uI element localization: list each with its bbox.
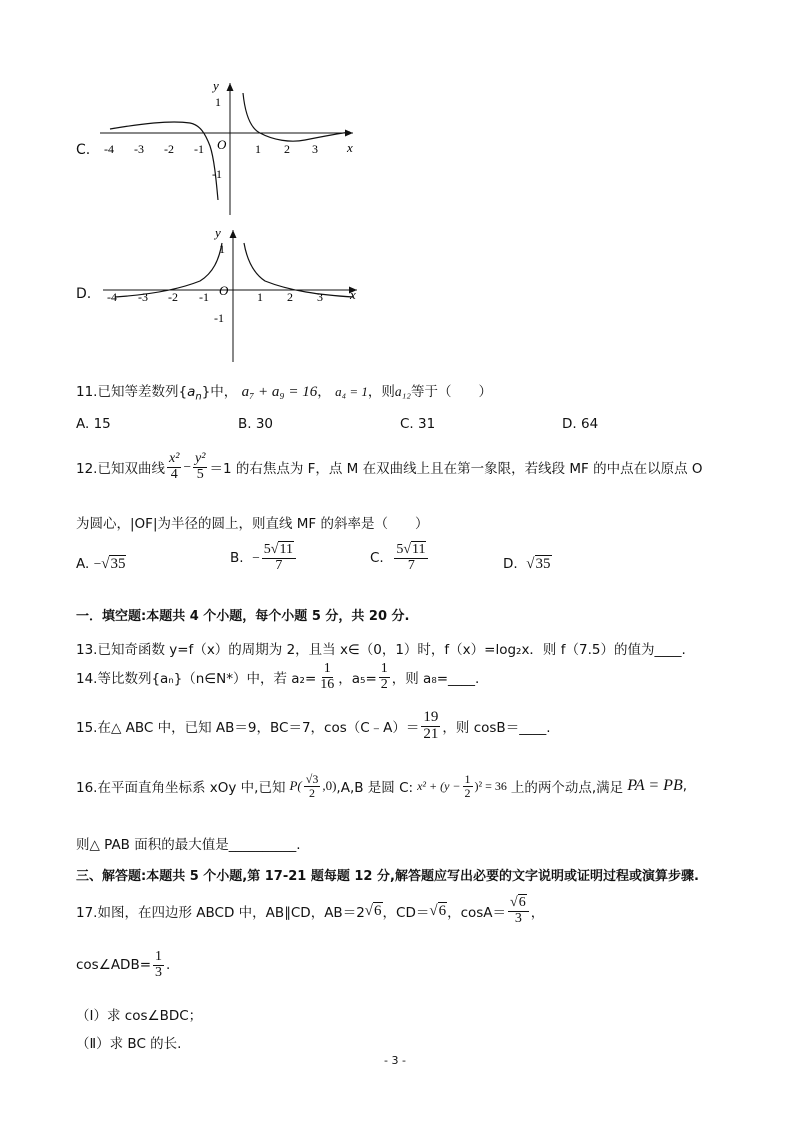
question-15: 15.在△ ABC 中，已知 AB＝9，BC＝7，cos（C﹣A）＝ $\frac{19}{21}$ ，则 cosB＝____.: [76, 709, 551, 742]
svg-text:y: y: [215, 225, 221, 240]
q12-option-b: B. − $\frac{5√11}{7}$: [230, 543, 298, 573]
svg-text:-1: -1: [214, 311, 224, 325]
tick-x-2: 2: [284, 142, 290, 156]
origin-label: O: [217, 137, 227, 152]
svg-text:x: x: [350, 287, 356, 302]
tick-x-neg3: -3: [134, 142, 144, 156]
graph-d: [95, 225, 365, 365]
q11-option-a: A. 15: [76, 416, 111, 432]
question-12-line2: 为圆心，|OF|为半径的圆上，则直线 MF 的斜率是（ ）: [76, 516, 429, 532]
svg-text:-4: -4: [107, 290, 117, 304]
question-17-part2: （Ⅱ）求 BC 的长.: [76, 1036, 182, 1052]
section-answer-title: 三、解答题:本题共 5 个小题,第 17-21 题每题 12 分,解答题应写出必要的文字说明或证明过程或演算步骤.: [76, 869, 699, 884]
svg-text:-3: -3: [138, 290, 148, 304]
question-13: 13.已知奇函数 y=f（x）的周期为 2，且当 x∈（0，1）时，f（x）=log₂x．则 f（7.5）的值为____.: [76, 642, 686, 658]
q12-option-c: C. $\frac{5√11}{7}$: [370, 543, 430, 573]
question-16-line2: 则△ PAB 面积的最大值是__________.: [76, 837, 301, 853]
q11-option-c: C. 31: [400, 416, 436, 432]
tick-x-1: 1: [255, 142, 261, 156]
question-14: 14.等比数列{aₙ}（n∈N*）中，若 a₂= $\frac{1}{16}$ ，a₅= $\frac{1}{2}$ ，则 a₈=____.: [76, 661, 480, 692]
q12-option-a: A. −√35: [76, 556, 126, 572]
curve-right: [244, 243, 353, 297]
curve-left: [110, 122, 218, 200]
question-17-part1: （Ⅰ）求 cos∠BDC；: [76, 1008, 203, 1024]
question-17-line2: cos∠ADB= $\frac{1}{3}$ .: [76, 949, 171, 980]
option-c-label: C.: [76, 142, 91, 158]
tick-x-3: 3: [312, 142, 318, 156]
tick-y-1: 1: [215, 95, 221, 109]
question-17-line1: 17.如图，在四边形 ABCD 中，AB∥CD，AB＝2 √6 ，CD＝ √6 ，cosA＝ $\frac{√6}{3}$ ，: [76, 895, 545, 926]
q11-option-b: B. 30: [238, 416, 274, 432]
q11-cond2: a₄ = 1: [335, 384, 368, 399]
svg-text:1: 1: [219, 242, 225, 256]
tick-y-neg1: -1: [212, 167, 222, 181]
section-fill-in-title: 一．填空题:本题共 4 个小题，每个小题 5 分，共 20 分.: [76, 609, 410, 624]
curve-left: [115, 243, 222, 297]
svg-text:3: 3: [317, 290, 323, 304]
option-d-label: D.: [76, 286, 92, 302]
tick-x-neg4: -4: [104, 142, 114, 156]
svg-text:O: O: [219, 283, 229, 298]
svg-text:2: 2: [287, 290, 293, 304]
tick-x-neg1: -1: [194, 142, 204, 156]
graph-c: [95, 78, 360, 218]
tick-x-neg2: -2: [164, 142, 174, 156]
fraction-x2-over-4: $\frac{\text{x²}}{4}$: [168, 451, 180, 482]
page-number: - 3 -: [384, 1054, 406, 1067]
svg-text:-2: -2: [168, 290, 178, 304]
fraction-y2-over-5: $\frac{\text{y²}}{5}$: [195, 451, 206, 482]
y-axis-label: y: [213, 78, 219, 93]
svg-text:-1: -1: [199, 290, 209, 304]
question-12-line1: 12.已知双曲线 $\frac{\text{x²}}{4}$ − $\frac{\text{y²}}{5}$ ＝1 的右焦点为 F，点 M 在双曲线上且在第一象限，若线段 MF 的中点在以原点 O: [76, 451, 703, 482]
q11-cond1: a₇ + a₉ = 16: [241, 384, 318, 400]
question-11: 11.已知等差数列$\{a_n\}$中， a₇ + a₉ = 16， a₄ = 1，则a₁₂等于（ ）: [76, 384, 492, 403]
x-axis-label: x: [347, 140, 353, 155]
curve-right: [243, 93, 350, 141]
svg-text:1: 1: [257, 290, 263, 304]
question-16-line1: 16.在平面直角坐标系 xOy 中,已知 P( $\frac{√3}{2}$ ,0) ,A,B 是圆 C: x² + (y − $\frac{1}{2}$ )² = 36 上的两个动点,满足 PA = PB ,: [76, 772, 688, 800]
q11-option-d: D. 64: [562, 416, 599, 432]
q12-option-d: D. √35: [503, 556, 551, 572]
